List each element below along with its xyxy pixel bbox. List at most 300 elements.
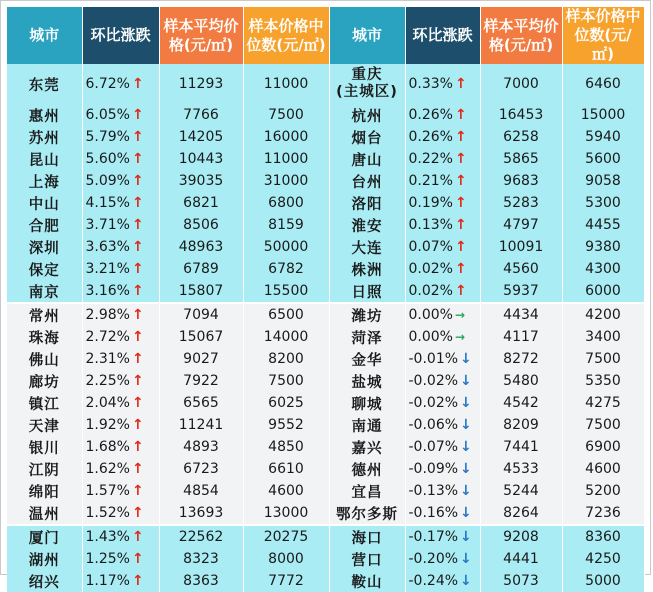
arrow-up-icon: ↑ xyxy=(454,283,467,299)
arrow-up-icon: ↑ xyxy=(131,395,144,411)
arrow-down-icon: ↓ xyxy=(460,573,472,589)
avg-price-left: 6789 xyxy=(159,258,243,280)
header-median-price-left: 样本价格中位数(元/㎡) xyxy=(243,7,329,64)
change-value: 1.17% xyxy=(85,573,130,589)
median-price-right: 7500 xyxy=(562,348,644,370)
change-cell-left xyxy=(82,258,159,280)
change-cell-left xyxy=(82,64,159,104)
city-name-right: 株洲 xyxy=(329,258,405,280)
city-name-right: 烟台 xyxy=(329,126,405,148)
arrow-right-icon: → xyxy=(454,330,466,344)
change-value: 0.00% xyxy=(408,329,453,345)
avg-price-right: 8272 xyxy=(480,348,562,370)
change-value: 5.79% xyxy=(85,129,130,145)
avg-price-right: 9208 xyxy=(480,525,562,548)
city-name-right: 海口 xyxy=(329,525,405,548)
arrow-down-icon: ↓ xyxy=(460,461,472,477)
change-cell-left xyxy=(82,236,159,258)
median-price-left: 50000 xyxy=(243,236,329,258)
median-price-right: 9058 xyxy=(562,170,644,192)
table-row xyxy=(7,570,644,592)
median-price-right: 5000 xyxy=(562,570,644,592)
change-cell-right xyxy=(405,104,480,126)
change-value: 2.31% xyxy=(85,351,130,367)
arrow-up-icon: ↑ xyxy=(131,439,144,455)
change-value: 1.57% xyxy=(85,483,130,499)
table-row xyxy=(7,258,644,280)
city-name-left: 苏州 xyxy=(7,126,82,148)
change-value: -0.02% xyxy=(408,395,459,411)
arrow-up-icon: ↑ xyxy=(454,151,467,167)
arrow-up-icon: ↑ xyxy=(454,107,467,123)
avg-price-right: 4533 xyxy=(480,458,562,480)
change-cell-left xyxy=(82,414,159,436)
change-value: 0.19% xyxy=(408,195,453,211)
avg-price-left: 14205 xyxy=(159,126,243,148)
change-value: 1.43% xyxy=(85,529,130,545)
avg-price-left: 39035 xyxy=(159,170,243,192)
city-name-left: 南京 xyxy=(7,280,82,303)
arrow-up-icon: ↑ xyxy=(131,373,144,389)
avg-price-left: 8506 xyxy=(159,214,243,236)
arrow-up-icon: ↑ xyxy=(131,329,144,345)
table-row xyxy=(7,104,644,126)
city-name-right: 重庆 (主城区) xyxy=(329,64,405,104)
change-value: 3.63% xyxy=(85,239,130,255)
change-cell-right xyxy=(405,525,480,548)
city-name-left: 绍兴 xyxy=(7,570,82,592)
change-cell-left xyxy=(82,326,159,348)
change-value: 1.68% xyxy=(85,439,130,455)
median-price-left: 9552 xyxy=(243,414,329,436)
city-name-left: 上海 xyxy=(7,170,82,192)
table-row xyxy=(7,170,644,192)
change-value: 3.71% xyxy=(85,217,130,233)
change-value: 2.72% xyxy=(85,329,130,345)
avg-price-right: 6258 xyxy=(480,126,562,148)
median-price-left: 13000 xyxy=(243,502,329,525)
arrow-up-icon: ↑ xyxy=(454,76,467,92)
median-price-right: 4250 xyxy=(562,548,644,570)
table-row xyxy=(7,392,644,414)
avg-price-right: 4560 xyxy=(480,258,562,280)
avg-price-left: 22562 xyxy=(159,525,243,548)
change-value: 0.22% xyxy=(408,151,453,167)
change-cell-right xyxy=(405,192,480,214)
avg-price-left: 10443 xyxy=(159,148,243,170)
median-price-left: 6025 xyxy=(243,392,329,414)
change-value: -0.09% xyxy=(408,461,459,477)
table-row xyxy=(7,502,644,525)
arrow-up-icon: ↑ xyxy=(131,151,144,167)
avg-price-right: 5480 xyxy=(480,370,562,392)
median-price-right: 7236 xyxy=(562,502,644,525)
change-cell-right xyxy=(405,236,480,258)
median-price-left: 11000 xyxy=(243,64,329,104)
avg-price-left: 11293 xyxy=(159,64,243,104)
arrow-up-icon: ↑ xyxy=(131,417,144,433)
table-row xyxy=(7,548,644,570)
change-cell-left xyxy=(82,214,159,236)
arrow-up-icon: ↑ xyxy=(454,173,467,189)
city-name-right: 德州 xyxy=(329,458,405,480)
median-price-left: 6500 xyxy=(243,303,329,326)
avg-price-left: 6723 xyxy=(159,458,243,480)
city-name-left: 天津 xyxy=(7,414,82,436)
table-row xyxy=(7,525,644,548)
city-name-right: 营口 xyxy=(329,548,405,570)
change-cell-left xyxy=(82,570,159,592)
change-value: 3.21% xyxy=(85,261,130,277)
change-value: 1.92% xyxy=(85,417,130,433)
avg-price-left: 8323 xyxy=(159,548,243,570)
median-price-right: 4600 xyxy=(562,458,644,480)
change-cell-left xyxy=(82,348,159,370)
header-avg-price-right: 样本平均价格(元/㎡) xyxy=(480,7,562,64)
city-name-left: 惠州 xyxy=(7,104,82,126)
arrow-down-icon: ↓ xyxy=(460,505,472,521)
table-row xyxy=(7,236,644,258)
avg-price-left: 4854 xyxy=(159,480,243,502)
median-price-right: 6900 xyxy=(562,436,644,458)
arrow-down-icon: ↓ xyxy=(460,551,472,567)
table-row xyxy=(7,414,644,436)
city-name-right: 日照 xyxy=(329,280,405,303)
median-price-left: 20275 xyxy=(243,525,329,548)
change-value: 3.16% xyxy=(85,283,130,299)
change-value: 0.00% xyxy=(408,307,453,323)
arrow-down-icon: ↓ xyxy=(460,395,472,411)
avg-price-right: 5865 xyxy=(480,148,562,170)
city-name-left: 绵阳 xyxy=(7,480,82,502)
arrow-up-icon: ↑ xyxy=(131,283,144,299)
change-cell-left xyxy=(82,392,159,414)
table-row xyxy=(7,348,644,370)
change-cell-right xyxy=(405,258,480,280)
change-cell-right xyxy=(405,480,480,502)
change-value: 1.52% xyxy=(85,505,130,521)
median-price-right: 3400 xyxy=(562,326,644,348)
change-value: 0.26% xyxy=(408,129,453,145)
avg-price-right: 4542 xyxy=(480,392,562,414)
change-cell-left xyxy=(82,126,159,148)
city-name-right: 唐山 xyxy=(329,148,405,170)
change-value: -0.01% xyxy=(408,351,459,367)
header-avg-price-left: 样本平均价格(元/㎡) xyxy=(159,7,243,64)
city-name-left: 温州 xyxy=(7,502,82,525)
median-price-right: 15000 xyxy=(562,104,644,126)
avg-price-left: 13693 xyxy=(159,502,243,525)
arrow-up-icon: ↑ xyxy=(131,307,144,323)
arrow-down-icon: ↓ xyxy=(460,351,472,367)
city-name-left: 廊坊 xyxy=(7,370,82,392)
change-cell-right xyxy=(405,370,480,392)
arrow-down-icon: ↓ xyxy=(460,483,472,499)
avg-price-right: 7000 xyxy=(480,64,562,104)
arrow-right-icon: → xyxy=(454,308,466,322)
city-name-right: 盐城 xyxy=(329,370,405,392)
arrow-up-icon: ↑ xyxy=(131,239,144,255)
table-body xyxy=(7,64,644,592)
city-name-left: 东莞 xyxy=(7,64,82,104)
city-name-right: 菏泽 xyxy=(329,326,405,348)
arrow-down-icon: ↓ xyxy=(460,373,472,389)
median-price-left: 4600 xyxy=(243,480,329,502)
city-name-right: 洛阳 xyxy=(329,192,405,214)
change-value: 1.25% xyxy=(85,551,130,567)
change-value: 0.21% xyxy=(408,173,453,189)
city-name-left: 厦门 xyxy=(7,525,82,548)
city-name-right: 聊城 xyxy=(329,392,405,414)
change-cell-left xyxy=(82,525,159,548)
change-cell-left xyxy=(82,148,159,170)
change-value: 1.62% xyxy=(85,461,130,477)
avg-price-left: 7094 xyxy=(159,303,243,326)
change-cell-right xyxy=(405,148,480,170)
avg-price-right: 8264 xyxy=(480,502,562,525)
change-cell-right xyxy=(405,280,480,303)
median-price-right: 7500 xyxy=(562,414,644,436)
city-name-right: 杭州 xyxy=(329,104,405,126)
change-cell-right xyxy=(405,414,480,436)
median-price-right: 9380 xyxy=(562,236,644,258)
city-name-right: 金华 xyxy=(329,348,405,370)
median-price-right: 4200 xyxy=(562,303,644,326)
arrow-up-icon: ↑ xyxy=(131,261,144,277)
arrow-up-icon: ↑ xyxy=(454,129,467,145)
median-price-right: 4300 xyxy=(562,258,644,280)
avg-price-left: 7766 xyxy=(159,104,243,126)
change-cell-left xyxy=(82,458,159,480)
change-cell-left xyxy=(82,104,159,126)
median-price-right: 6000 xyxy=(562,280,644,303)
change-value: 5.60% xyxy=(85,151,130,167)
median-price-left: 6782 xyxy=(243,258,329,280)
arrow-up-icon: ↑ xyxy=(131,461,144,477)
avg-price-left: 11241 xyxy=(159,414,243,436)
median-price-right: 4455 xyxy=(562,214,644,236)
change-value: -0.07% xyxy=(408,439,459,455)
avg-price-right: 4117 xyxy=(480,326,562,348)
change-value: -0.06% xyxy=(408,417,459,433)
median-price-left: 8200 xyxy=(243,348,329,370)
median-price-right: 5300 xyxy=(562,192,644,214)
change-value: 0.02% xyxy=(408,261,453,277)
city-name-left: 佛山 xyxy=(7,348,82,370)
change-value: 0.07% xyxy=(408,239,453,255)
city-name-right: 潍坊 xyxy=(329,303,405,326)
median-price-right: 5940 xyxy=(562,126,644,148)
median-price-left: 16000 xyxy=(243,126,329,148)
city-name-right: 淮安 xyxy=(329,214,405,236)
median-price-right: 5350 xyxy=(562,370,644,392)
change-value: -0.16% xyxy=(408,505,459,521)
median-price-right: 5600 xyxy=(562,148,644,170)
arrow-up-icon: ↑ xyxy=(454,195,467,211)
city-name-left: 合肥 xyxy=(7,214,82,236)
table-row xyxy=(7,303,644,326)
header-change-right: 环比涨跌 xyxy=(405,7,480,64)
median-price-right: 4275 xyxy=(562,392,644,414)
avg-price-right: 8209 xyxy=(480,414,562,436)
change-cell-right xyxy=(405,458,480,480)
city-name-left: 湖州 xyxy=(7,548,82,570)
change-value: 0.02% xyxy=(408,283,453,299)
arrow-down-icon: ↓ xyxy=(460,529,472,545)
city-name-right: 鞍山 xyxy=(329,570,405,592)
table-row xyxy=(7,192,644,214)
arrow-up-icon: ↑ xyxy=(131,505,144,521)
change-cell-right xyxy=(405,303,480,326)
change-value: 2.25% xyxy=(85,373,130,389)
change-value: -0.17% xyxy=(408,529,459,545)
change-value: 2.04% xyxy=(85,395,130,411)
median-price-left: 6800 xyxy=(243,192,329,214)
arrow-down-icon: ↓ xyxy=(460,417,472,433)
median-price-left: 8000 xyxy=(243,548,329,570)
change-cell-right xyxy=(405,436,480,458)
change-value: 0.26% xyxy=(408,107,453,123)
arrow-up-icon: ↑ xyxy=(131,76,144,92)
change-cell-right xyxy=(405,502,480,525)
change-cell-right xyxy=(405,126,480,148)
change-value: 6.72% xyxy=(85,76,130,92)
city-name-left: 珠海 xyxy=(7,326,82,348)
change-cell-right xyxy=(405,170,480,192)
city-name-left: 镇江 xyxy=(7,392,82,414)
change-value: 0.13% xyxy=(408,217,453,233)
change-cell-left xyxy=(82,480,159,502)
arrow-up-icon: ↑ xyxy=(131,551,144,567)
arrow-up-icon: ↑ xyxy=(131,573,144,589)
change-cell-left xyxy=(82,370,159,392)
change-cell-left xyxy=(82,192,159,214)
table-row xyxy=(7,326,644,348)
city-name-left: 银川 xyxy=(7,436,82,458)
table-row xyxy=(7,480,644,502)
table-row xyxy=(7,214,644,236)
change-cell-right xyxy=(405,326,480,348)
avg-price-right: 5937 xyxy=(480,280,562,303)
median-price-left: 11000 xyxy=(243,148,329,170)
median-price-left: 31000 xyxy=(243,170,329,192)
avg-price-left: 9027 xyxy=(159,348,243,370)
table-row xyxy=(7,64,644,104)
avg-price-left: 4893 xyxy=(159,436,243,458)
arrow-up-icon: ↑ xyxy=(131,107,144,123)
table-row xyxy=(7,126,644,148)
change-value: -0.20% xyxy=(408,551,459,567)
change-cell-right xyxy=(405,548,480,570)
avg-price-left: 6821 xyxy=(159,192,243,214)
avg-price-right: 4797 xyxy=(480,214,562,236)
median-price-left: 7772 xyxy=(243,570,329,592)
median-price-left: 15500 xyxy=(243,280,329,303)
avg-price-left: 6565 xyxy=(159,392,243,414)
change-cell-left xyxy=(82,303,159,326)
change-value: -0.02% xyxy=(408,373,459,389)
city-name-left: 昆山 xyxy=(7,148,82,170)
change-cell-left xyxy=(82,436,159,458)
city-name-left: 常州 xyxy=(7,303,82,326)
arrow-up-icon: ↑ xyxy=(131,195,144,211)
city-name-right: 台州 xyxy=(329,170,405,192)
header-median-price-right: 样本价格中位数(元/㎡) xyxy=(562,7,644,64)
header-city-right: 城市 xyxy=(329,7,405,64)
avg-price-right: 10091 xyxy=(480,236,562,258)
median-price-left: 7500 xyxy=(243,104,329,126)
avg-price-right: 5283 xyxy=(480,192,562,214)
table-row xyxy=(7,458,644,480)
city-name-left: 江阴 xyxy=(7,458,82,480)
avg-price-right: 4434 xyxy=(480,303,562,326)
change-cell-right xyxy=(405,348,480,370)
table-row xyxy=(7,436,644,458)
median-price-left: 7500 xyxy=(243,370,329,392)
median-price-left: 4850 xyxy=(243,436,329,458)
arrow-up-icon: ↑ xyxy=(454,239,467,255)
arrow-up-icon: ↑ xyxy=(131,129,144,145)
table-row xyxy=(7,280,644,303)
avg-price-right: 4441 xyxy=(480,548,562,570)
city-name-right: 大连 xyxy=(329,236,405,258)
change-cell-left xyxy=(82,548,159,570)
arrow-down-icon: ↓ xyxy=(460,439,472,455)
avg-price-left: 7922 xyxy=(159,370,243,392)
table-row xyxy=(7,148,644,170)
header-city-left: 城市 xyxy=(7,7,82,64)
median-price-left: 14000 xyxy=(243,326,329,348)
change-cell-left xyxy=(82,502,159,525)
change-value: -0.13% xyxy=(408,483,459,499)
avg-price-left: 15067 xyxy=(159,326,243,348)
median-price-right: 8360 xyxy=(562,525,644,548)
change-cell-right xyxy=(405,214,480,236)
change-value: 0.33% xyxy=(408,76,453,92)
city-name-right: 宜昌 xyxy=(329,480,405,502)
city-price-table xyxy=(7,7,645,592)
avg-price-right: 9683 xyxy=(480,170,562,192)
header-change-left: 环比涨跌 xyxy=(82,7,159,64)
avg-price-right: 7441 xyxy=(480,436,562,458)
arrow-up-icon: ↑ xyxy=(131,483,144,499)
table-row xyxy=(7,370,644,392)
arrow-up-icon: ↑ xyxy=(454,261,467,277)
avg-price-right: 5244 xyxy=(480,480,562,502)
avg-price-right: 5073 xyxy=(480,570,562,592)
median-price-right: 6460 xyxy=(562,64,644,104)
city-name-left: 深圳 xyxy=(7,236,82,258)
city-name-left: 中山 xyxy=(7,192,82,214)
change-value: 4.15% xyxy=(85,195,130,211)
change-cell-right xyxy=(405,570,480,592)
avg-price-right: 16453 xyxy=(480,104,562,126)
median-price-right: 5200 xyxy=(562,480,644,502)
change-cell-left xyxy=(82,170,159,192)
arrow-up-icon: ↑ xyxy=(131,173,144,189)
arrow-up-icon: ↑ xyxy=(131,529,144,545)
table-header-row xyxy=(7,7,644,64)
change-value: 6.05% xyxy=(85,107,130,123)
change-value: 5.09% xyxy=(85,173,130,189)
arrow-up-icon: ↑ xyxy=(131,217,144,233)
change-value: 2.98% xyxy=(85,307,130,323)
change-value: -0.24% xyxy=(408,573,459,589)
median-price-left: 8159 xyxy=(243,214,329,236)
avg-price-left: 8363 xyxy=(159,570,243,592)
city-name-right: 鄂尔多斯 xyxy=(329,502,405,525)
change-cell-right xyxy=(405,392,480,414)
